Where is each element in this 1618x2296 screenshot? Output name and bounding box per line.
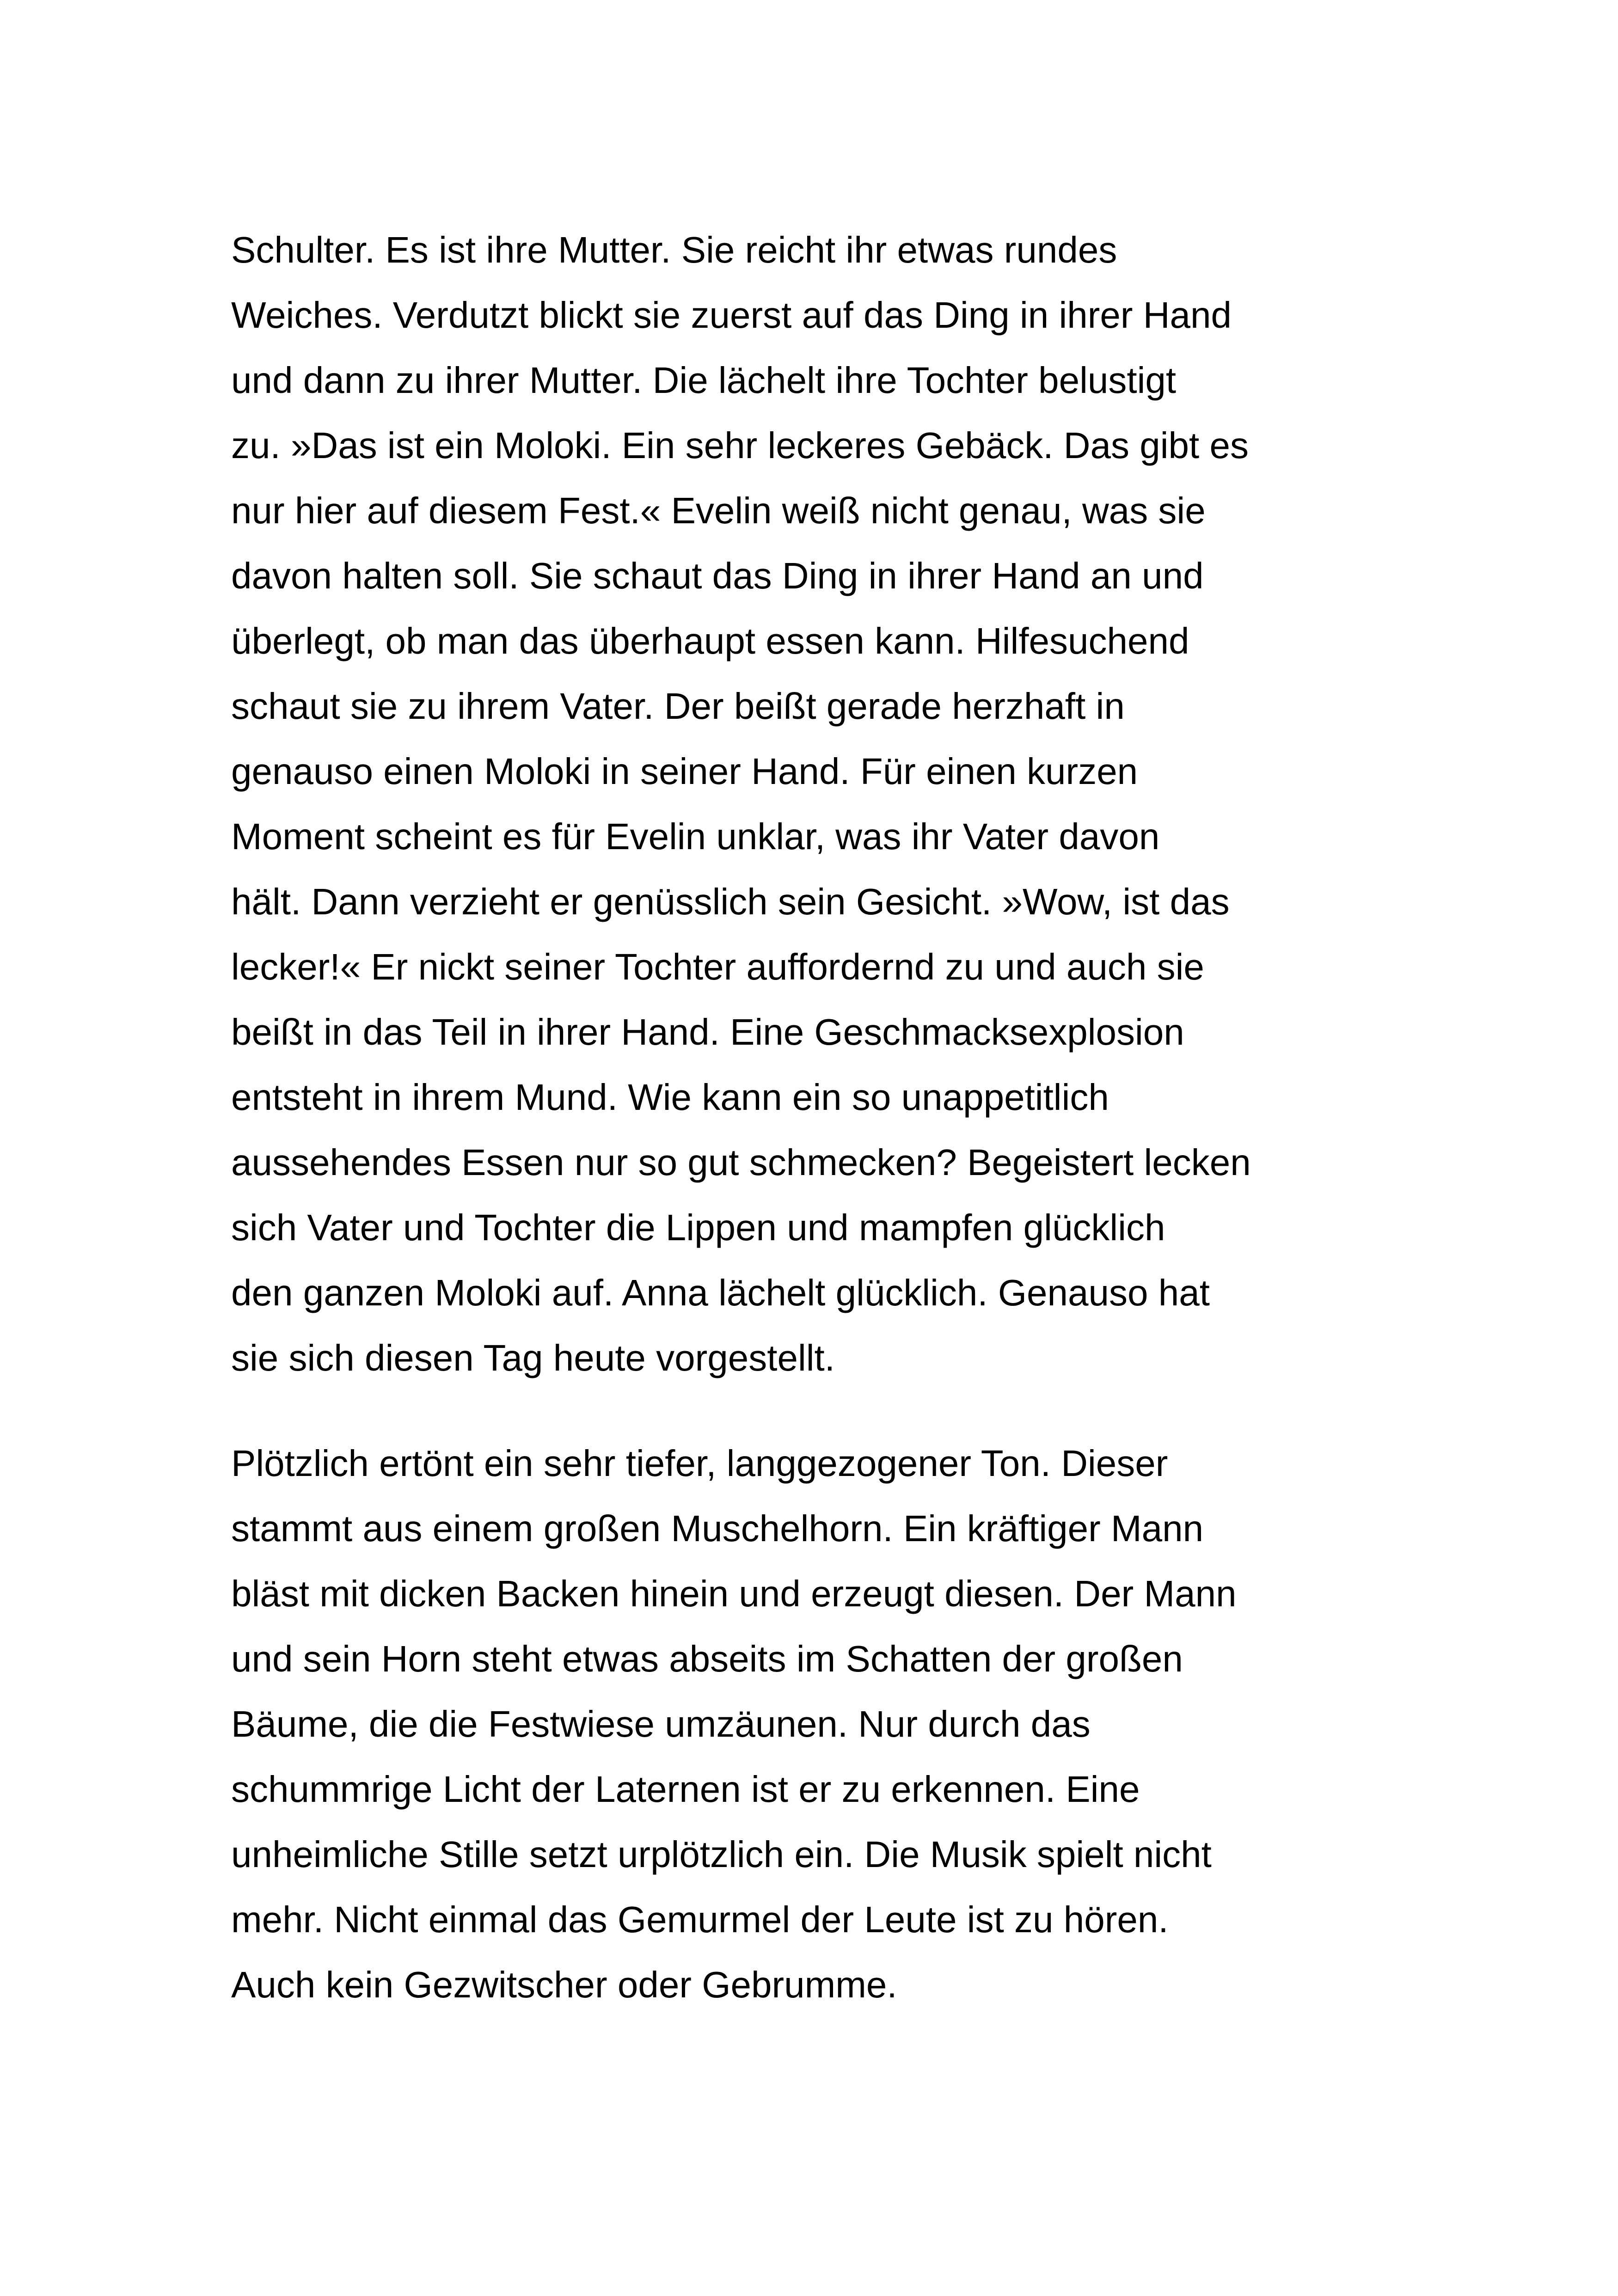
text-line: und sein Horn steht etwas abseits im Schatten der großen — [231, 1638, 1183, 1679]
text-line: schummrige Licht der Laternen ist er zu erkennen. Eine — [231, 1769, 1140, 1810]
text-line: zu. »Das ist ein Moloki. Ein sehr leckeres Gebäck. Das gibt es — [231, 425, 1249, 466]
text-line: Moment scheint es für Evelin unklar, was ihr Vater davon — [231, 816, 1160, 857]
text-line: stammt aus einem großen Muschelhorn. Ein kräftiger Mann — [231, 1508, 1204, 1549]
text-line: überlegt, ob man das überhaupt essen kann. Hilfesuchend — [231, 620, 1189, 661]
text-line: lecker!« Er nickt seiner Tochter auffordernd zu und auch sie — [231, 946, 1204, 987]
text-line: unheimliche Stille setzt urplötzlich ein. Die Musik spielt nicht — [231, 1834, 1212, 1875]
document-body — [231, 217, 1415, 2017]
text-line: aussehendes Essen nur so gut schmecken? Begeistert lecken — [231, 1142, 1251, 1183]
text-line: mehr. Nicht einmal das Gemurmel der Leute ist zu hören. — [231, 1899, 1169, 1940]
text-line: schaut sie zu ihrem Vater. Der beißt gerade herzhaft in — [231, 686, 1125, 727]
text-line: sich Vater und Tochter die Lippen und mampfen glücklich — [231, 1207, 1165, 1248]
paragraph-1 — [231, 217, 1415, 1390]
text-line: sie sich diesen Tag heute vorgestellt. — [231, 1337, 835, 1378]
text-line: Weiches. Verdutzt blickt sie zuerst auf das Ding in ihrer Hand — [231, 294, 1232, 336]
text-line: Plötzlich ertönt ein sehr tiefer, langgezogener Ton. Dieser — [231, 1443, 1168, 1484]
text-line: und dann zu ihrer Mutter. Die lächelt ihre Tochter belustigt — [231, 360, 1177, 401]
text-line: den ganzen Moloki auf. Anna lächelt glücklich. Genauso hat — [231, 1272, 1210, 1313]
paragraph-2 — [231, 1431, 1415, 2017]
text-line: bläst mit dicken Backen hinein und erzeugt diesen. Der Mann — [231, 1573, 1237, 1614]
text-line: davon halten soll. Sie schaut das Ding in ihrer Hand an und — [231, 555, 1204, 596]
text-line: genauso einen Moloki in seiner Hand. Für einen kurzen — [231, 751, 1138, 792]
text-line: beißt in das Teil in ihrer Hand. Eine Geschmacksexplosion — [231, 1011, 1184, 1053]
text-line: nur hier auf diesem Fest.« Evelin weiß nicht genau, was sie — [231, 490, 1206, 531]
text-line: hält. Dann verzieht er genüsslich sein Gesicht. »Wow, ist das — [231, 881, 1230, 922]
text-line: Schulter. Es ist ihre Mutter. Sie reicht ihr etwas rundes — [231, 229, 1117, 270]
text-line: entsteht in ihrem Mund. Wie kann ein so unappetitlich — [231, 1077, 1109, 1118]
text-line: Bäume, die die Festwiese umzäunen. Nur durch das — [231, 1703, 1091, 1745]
text-line: Auch kein Gezwitscher oder Gebrumme. — [231, 1964, 897, 2005]
